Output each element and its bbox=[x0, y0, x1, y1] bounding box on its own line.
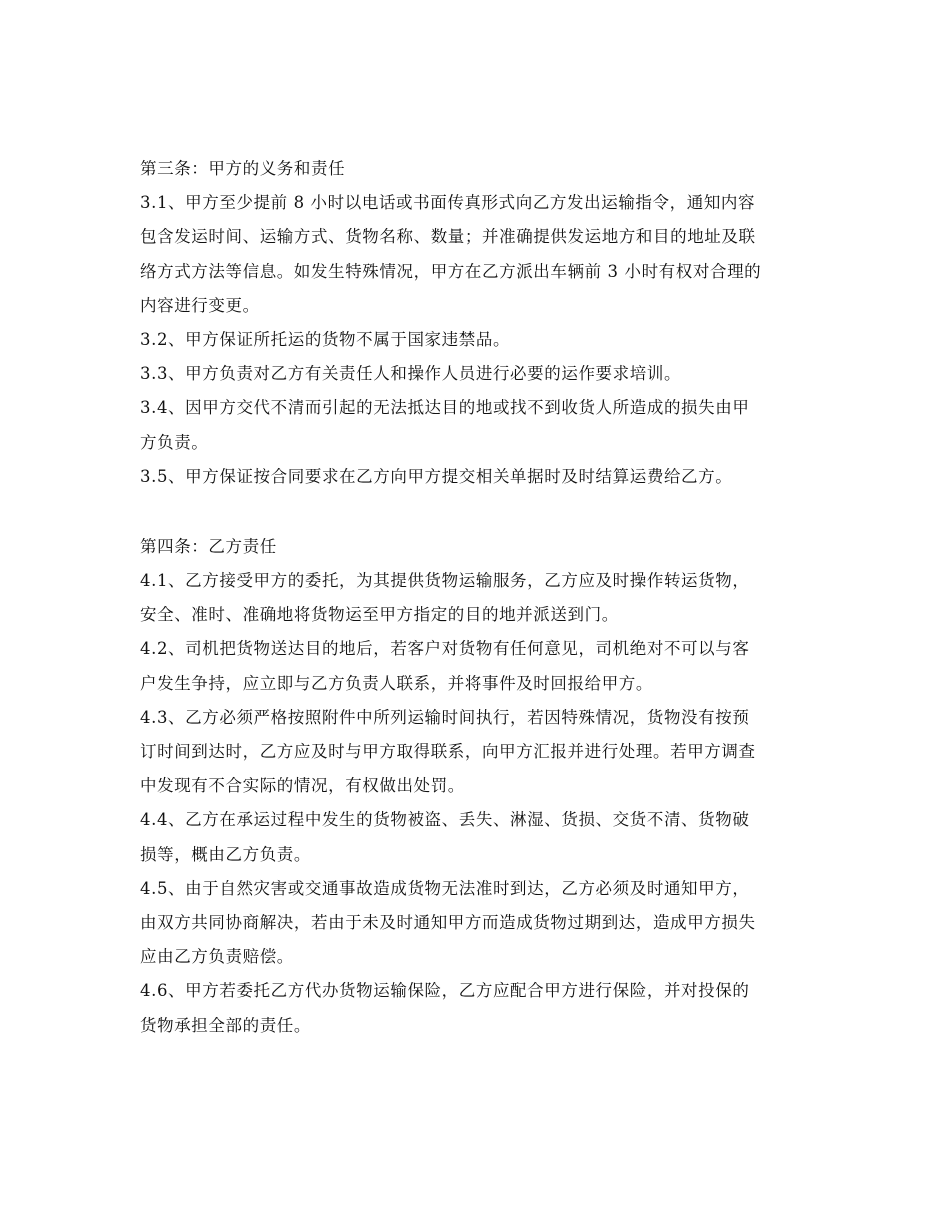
clause-line: 货物承担全部的责任。 bbox=[140, 1015, 311, 1035]
section-article-3 bbox=[140, 152, 820, 494]
clause-line: 3.1、甲方至少提前 8 小时以电话或书面传真形式向乙方发出运输指令，通知内容 bbox=[140, 193, 756, 213]
clause-line: 安全、准时、准确地将货物运至甲方指定的目的地并派送到门。 bbox=[140, 605, 619, 625]
clause-3-1 bbox=[140, 186, 820, 323]
clause-line: 订时间到达时，乙方应及时与甲方取得联系，向甲方汇报并进行处理。若甲方调查 bbox=[140, 742, 756, 761]
clause-3-2 bbox=[140, 323, 820, 357]
clause-3-3 bbox=[140, 357, 820, 391]
section-article-4 bbox=[140, 530, 820, 1043]
clause-line: 3.2、甲方保证所托运的货物不属于国家违禁品。 bbox=[140, 329, 511, 349]
clause-line: 4.4、乙方在承运过程中发生的货物被盗、丢失、淋湿、货损、交货不清、货物破 bbox=[140, 810, 750, 830]
clause-line: 3.3、甲方负责对乙方有关责任人和操作人员进行必要的运作要求培训。 bbox=[140, 364, 682, 384]
section-heading: 第三条：甲方的义务和责任 bbox=[140, 159, 346, 178]
section-heading: 第四条：乙方责任 bbox=[140, 536, 277, 556]
clause-line: 损等，概由乙方负责。 bbox=[140, 844, 311, 864]
clause-line: 4.2、司机把货物送达目的地后，若客户对货物有任何意见，司机绝对不可以与客 bbox=[140, 639, 750, 659]
clause-4-2 bbox=[140, 632, 820, 700]
clause-3-4 bbox=[140, 391, 820, 459]
document-body bbox=[140, 152, 820, 1043]
clause-line: 3.5、甲方保证按合同要求在乙方向甲方提交相关单据时及时结算运费给乙方。 bbox=[140, 466, 733, 486]
clause-line: 3.4、因甲方交代不清而引起的无法抵达目的地或找不到收货人所造成的损失由甲 bbox=[140, 398, 750, 418]
clause-line: 户发生争持，应立即与乙方负责人联系，并将事件及时回报给甲方。 bbox=[140, 673, 653, 693]
clause-4-6 bbox=[140, 974, 820, 1042]
clause-4-3 bbox=[140, 701, 820, 804]
clause-4-1 bbox=[140, 564, 820, 632]
clause-line: 方负责。 bbox=[140, 432, 209, 452]
clause-line: 包含发运时间、运输方式、货物名称、数量；并准确提供发运地方和目的地址及联 bbox=[140, 227, 756, 247]
clause-4-4 bbox=[140, 803, 820, 871]
clause-3-5 bbox=[140, 460, 820, 494]
clause-line: 应由乙方负责赔偿。 bbox=[140, 947, 294, 967]
clause-line: 4.3、乙方必须严格按照附件中所列运输时间执行，若因特殊情况，货物没有按预 bbox=[140, 707, 750, 727]
clause-line: 4.1、乙方接受甲方的委托，为其提供货物运输服务，乙方应及时操作转运货物， bbox=[140, 571, 750, 591]
clause-line: 络方式方法等信息。如发生特殊情况，甲方在乙方派出车辆前 3 小时有权对合理的 bbox=[140, 261, 762, 281]
clause-line: 中发现有不合实际的情况，有权做出处罚。 bbox=[140, 776, 465, 796]
clause-line: 4.6、甲方若委托乙方代办货物运输保险，乙方应配合甲方进行保险，并对投保的 bbox=[140, 981, 750, 1001]
clause-line: 由双方共同协商解决，若由于未及时通知甲方而造成货物过期到达，造成甲方损失 bbox=[140, 912, 756, 932]
clause-line: 4.5、由于自然灾害或交通事故造成货物无法准时到达，乙方必须及时通知甲方， bbox=[140, 878, 750, 898]
clause-line: 内容进行变更。 bbox=[140, 295, 260, 315]
clause-4-5 bbox=[140, 872, 820, 975]
